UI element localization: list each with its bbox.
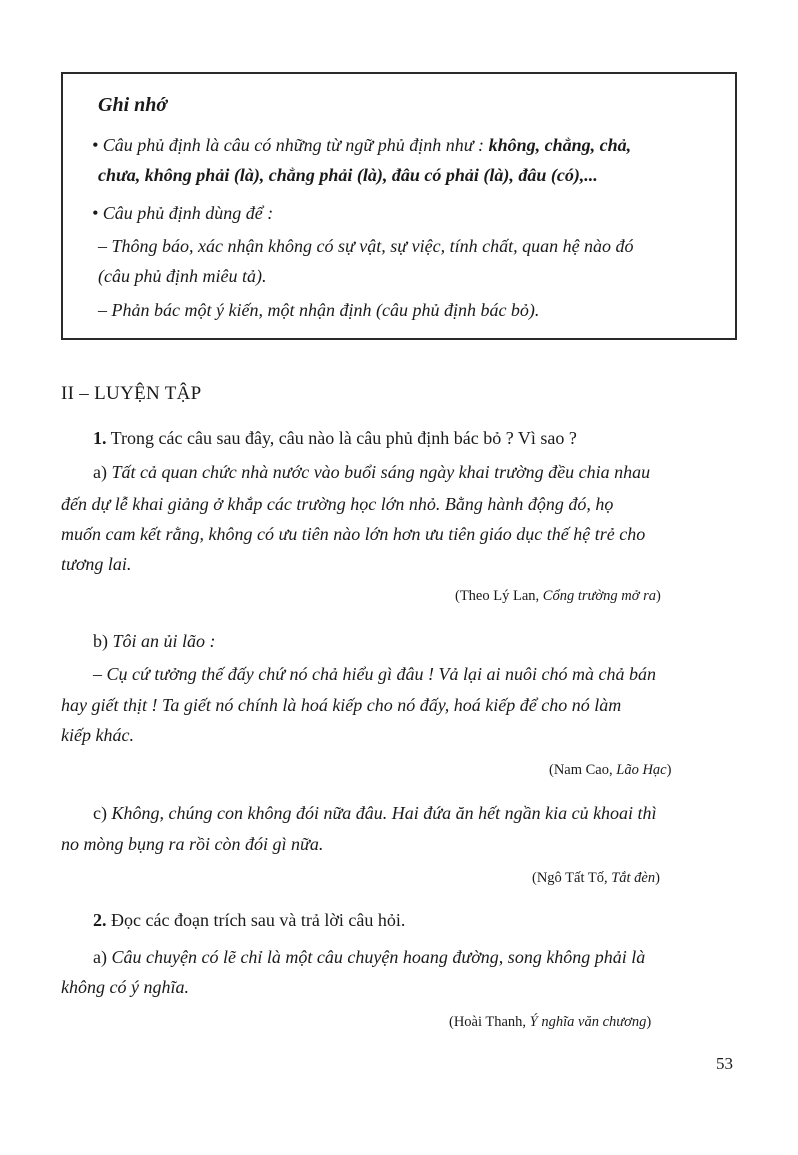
source-suffix: ) xyxy=(646,1014,652,1030)
note-dash-1-line-2: (câu phủ định miêu tả). xyxy=(98,266,267,286)
exercise-1b-intro-text: Tôi an ủi lão : xyxy=(112,631,216,651)
exercise-1b-line-1: – Cụ cứ tưởng thế đấy chứ nó chả hiểu gì đâu ! Vả lại ai nuôi chó mà chả bán xyxy=(93,664,656,684)
remember-title: Ghi nhớ xyxy=(98,94,168,116)
source-prefix: (Ngô Tất Tố, xyxy=(532,870,612,886)
exercise-2a-label: a) xyxy=(93,947,112,967)
note-bullet-1-line-1 xyxy=(92,135,631,156)
page-number: 53 xyxy=(716,1054,733,1073)
exercise-1-number: 1. xyxy=(93,428,107,448)
exercise-2a-line-1 xyxy=(93,947,645,968)
exercise-1b-label: b) xyxy=(93,631,113,651)
exercise-1b-source xyxy=(549,762,671,779)
exercise-2-question xyxy=(93,910,405,931)
source-title: Lão Hạc xyxy=(616,762,667,778)
exercise-2a-line-2: không có ý nghĩa. xyxy=(61,977,189,997)
exercise-1c-line-1 xyxy=(93,803,657,824)
exercise-1a-line-1 xyxy=(93,462,650,483)
note-dash-2: – Phản bác một ý kiến, một nhận định (câu phủ định bác bỏ). xyxy=(98,300,540,320)
source-suffix: ) xyxy=(666,762,672,778)
exercise-1a-label: a) xyxy=(93,462,112,482)
exercise-1a-line-3: muốn cam kết rằng, không có ưu tiên nào lớn hơn ưu tiên giáo dục thế hệ trẻ cho xyxy=(61,524,646,544)
note-bullet-1-keywords-2: chưa, không phải (là), chẳng phải (là), đâu có phải (là), đâu (có),... xyxy=(98,165,598,185)
exercise-2a-source xyxy=(449,1014,651,1031)
source-title: Cổng trường mở ra xyxy=(542,588,656,604)
exercise-1a-line-4: tương lai. xyxy=(61,554,132,574)
source-suffix: ) xyxy=(655,870,660,886)
exercise-2-text: Đọc các đoạn trích sau và trả lời câu hỏi. xyxy=(106,910,406,930)
exercise-1c-label: c) xyxy=(93,803,112,823)
exercise-1c-line-2: no mòng bụng ra rồi còn đói gì nữa. xyxy=(61,834,324,854)
exercise-1a-text-1: Tất cả quan chức nhà nước vào buổi sáng ngày khai trường đều chia nhau xyxy=(111,462,651,482)
note-bullet-1-prefix: • Câu phủ định là câu có những từ ngữ phủ định như : xyxy=(92,135,489,155)
exercise-1c-source xyxy=(532,870,660,887)
note-bullet-1-keywords-1: không, chẳng, chả, xyxy=(488,135,632,155)
source-prefix: (Theo Lý Lan, xyxy=(455,588,543,604)
source-title: Ý nghĩa văn chương xyxy=(529,1014,647,1030)
exercise-1b-line-3: kiếp khác. xyxy=(61,725,134,745)
source-suffix: ) xyxy=(656,588,661,604)
source-prefix: (Nam Cao, xyxy=(549,762,617,778)
source-title: Tắt đèn xyxy=(611,870,656,886)
exercise-1c-text-1: Không, chúng con không đói nữa đâu. Hai đứa ăn hết ngần kia củ khoai thì xyxy=(111,803,657,823)
exercise-1a-line-2: đến dự lễ khai giảng ở khắp các trường học lớn nhỏ. Bằng hành động đó, họ xyxy=(61,494,614,514)
exercise-1a-source xyxy=(455,588,661,605)
note-dash-1-line-1: – Thông báo, xác nhận không có sự vật, sự việc, tính chất, quan hệ nào đó xyxy=(98,236,634,256)
exercise-1-question xyxy=(93,428,577,449)
exercise-1-text: Trong các câu sau đây, câu nào là câu phủ định bác bỏ ? Vì sao ? xyxy=(106,428,577,448)
source-prefix: (Hoài Thanh, xyxy=(449,1014,530,1030)
note-bullet-2: • Câu phủ định dùng để : xyxy=(92,203,274,223)
exercise-2a-text-1: Câu chuyện có lẽ chỉ là một câu chuyện hoang đường, song không phải là xyxy=(111,947,646,967)
section-title: II – LUYỆN TẬP xyxy=(61,383,202,404)
exercise-1b-line-2: hay giết thịt ! Ta giết nó chính là hoá kiếp cho nó đấy, hoá kiếp để cho nó làm xyxy=(61,695,622,715)
exercise-1b-intro xyxy=(93,631,216,652)
exercise-2-number: 2. xyxy=(93,910,107,930)
